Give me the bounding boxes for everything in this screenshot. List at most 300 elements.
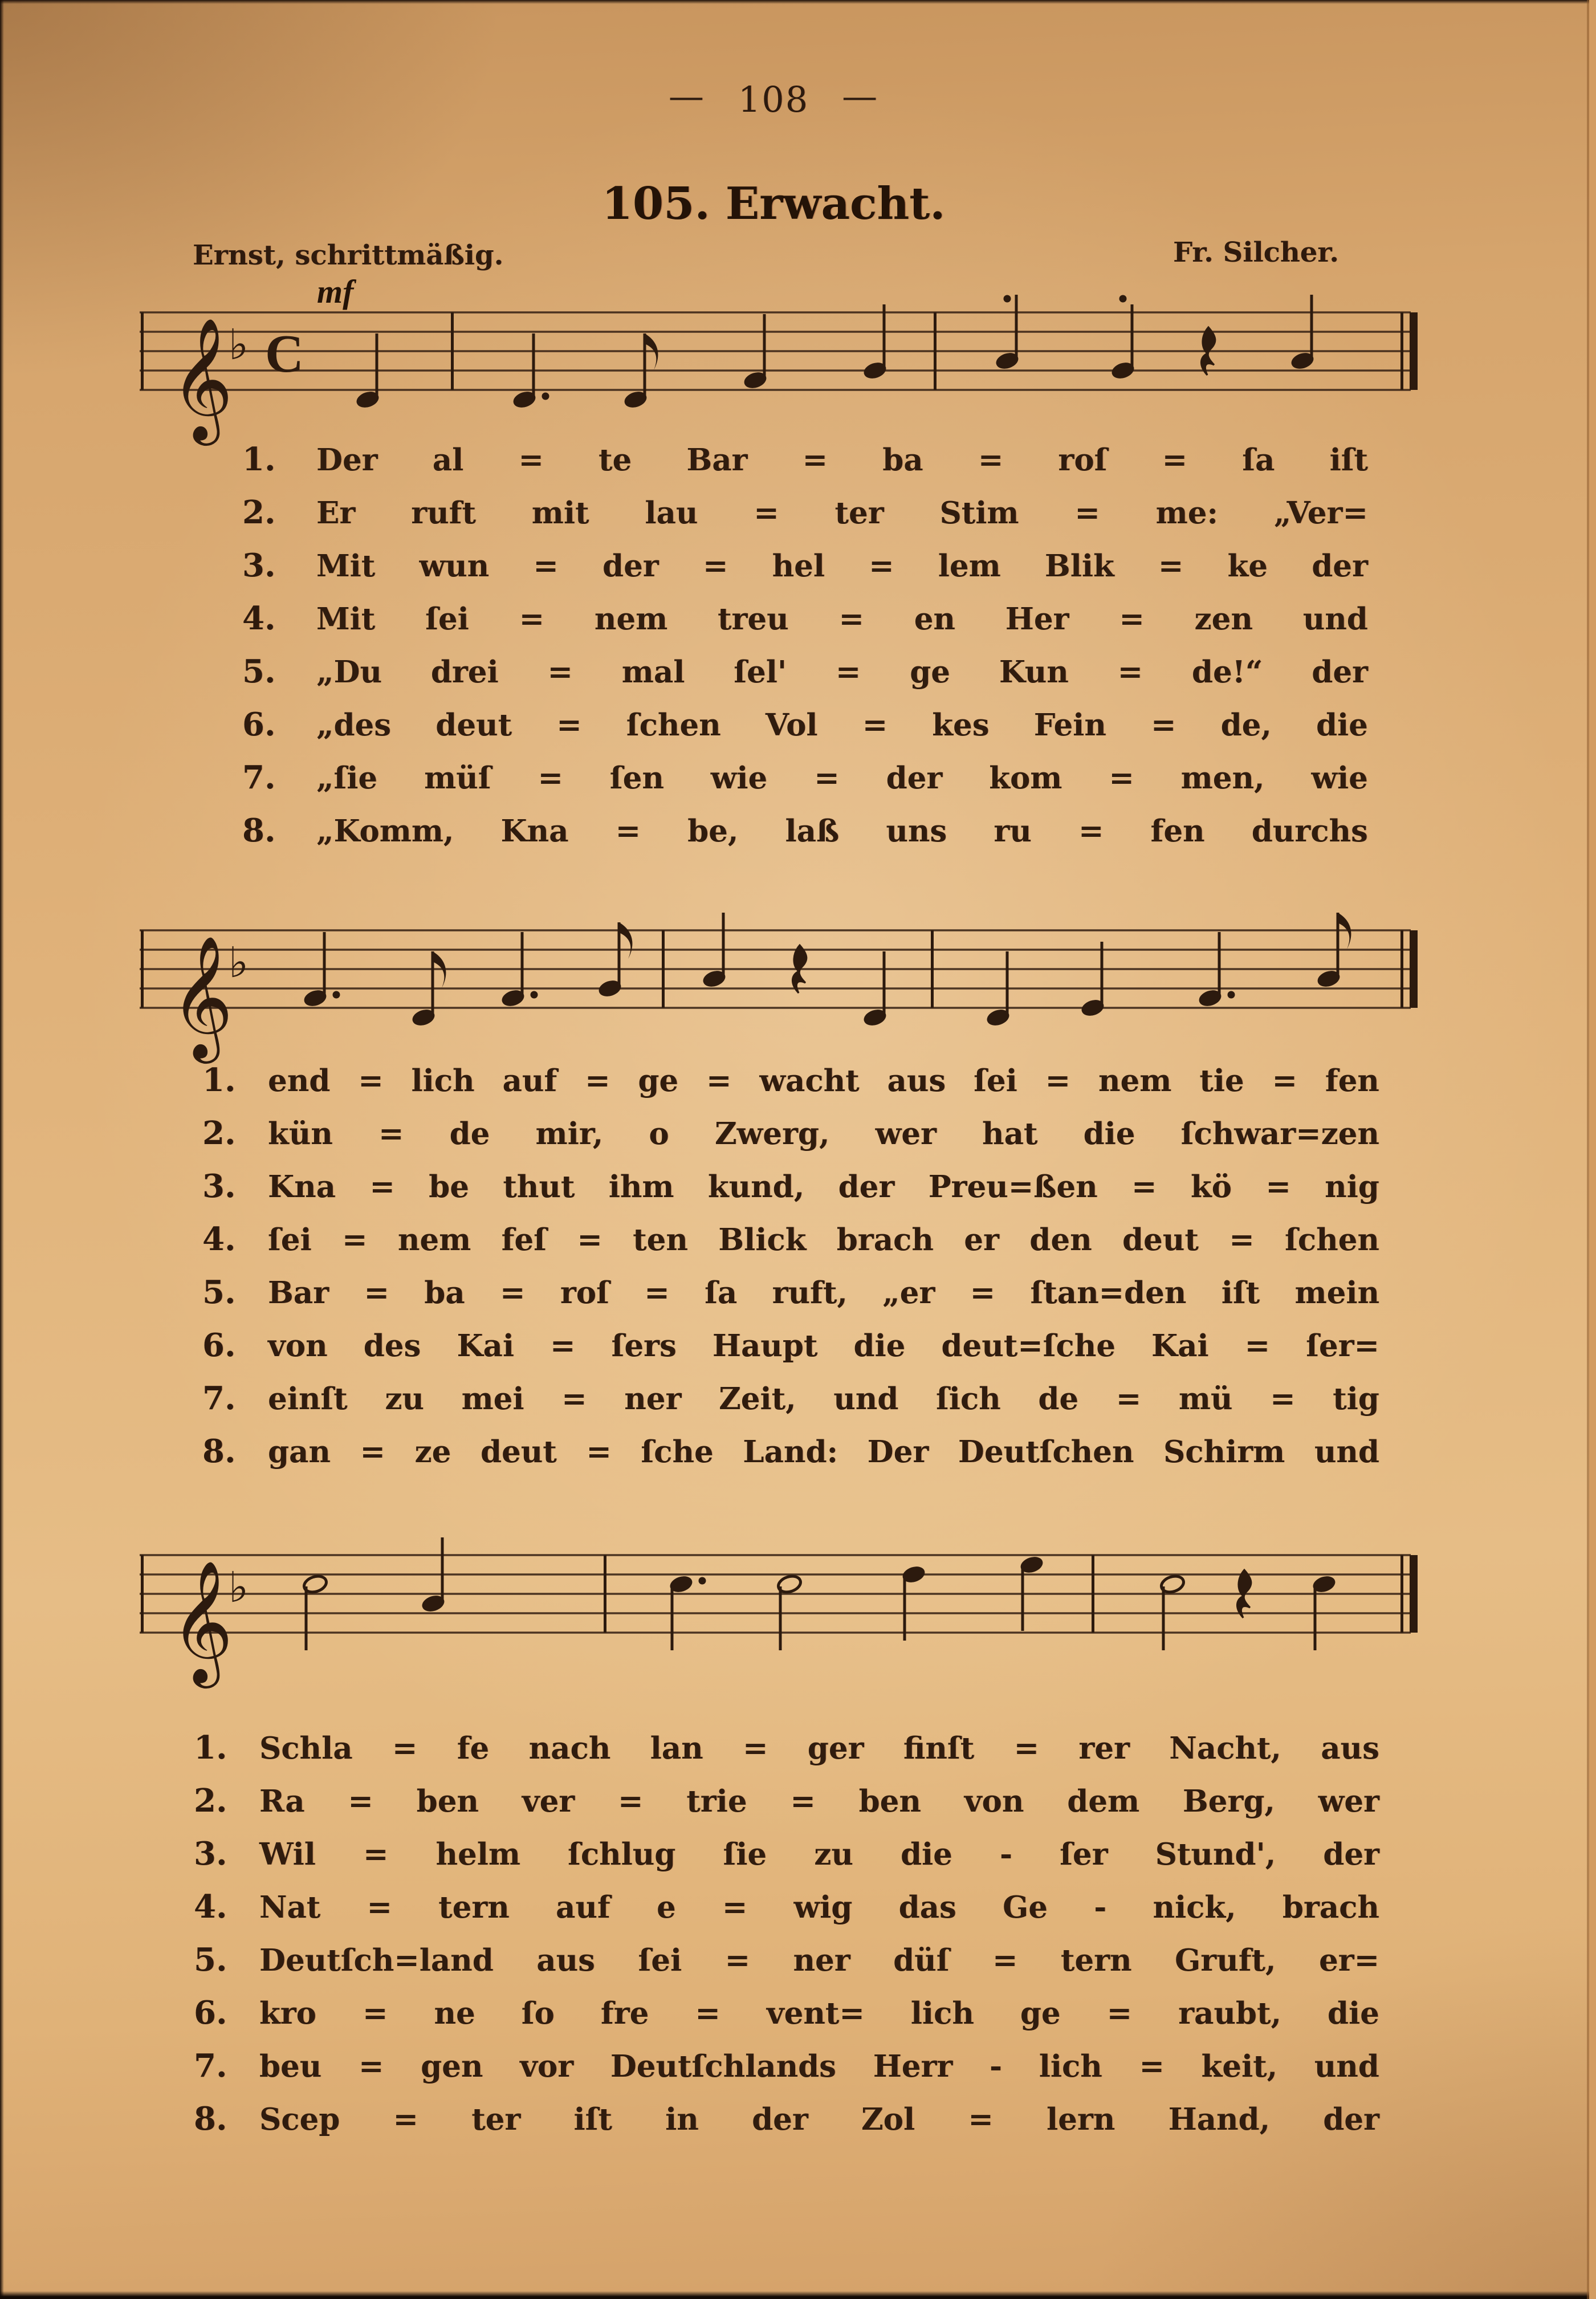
verse-line — [202, 1319, 1379, 1372]
syllable: „Du — [316, 654, 382, 690]
barline — [662, 930, 665, 1008]
syllable: der — [752, 2102, 808, 2137]
syllable: durchs — [1251, 813, 1368, 849]
syllable: von — [268, 1328, 328, 1364]
syllable: = — [1078, 813, 1104, 849]
verse-number: 7. — [202, 1380, 236, 1417]
syllable: = — [618, 1784, 644, 1819]
verse-text — [268, 1161, 1379, 1214]
syllable: Stim — [939, 495, 1019, 531]
syllable: aus — [536, 1943, 595, 1978]
syllable: ge — [638, 1063, 679, 1098]
syllable: dem — [1067, 1784, 1140, 1819]
syllable: des — [363, 1328, 421, 1364]
syllable: wacht — [759, 1063, 860, 1098]
syllable: = — [615, 813, 641, 849]
syllable: Herr — [873, 2049, 953, 2084]
verse-text — [259, 1881, 1379, 1934]
syllable: lem — [938, 548, 1001, 584]
syllable: = — [547, 654, 573, 690]
syllable: lan — [650, 1731, 703, 1766]
syllable: lich — [411, 1063, 475, 1098]
syllable: ben — [416, 1784, 479, 1819]
page-number-row — [0, 75, 1547, 120]
syllable: ruft, — [772, 1275, 848, 1311]
syllable: der — [838, 1169, 895, 1205]
verse-line — [242, 486, 1368, 539]
syllable: - — [1094, 1890, 1107, 1925]
syllable: lich — [1039, 2049, 1102, 2084]
syllable: = — [1151, 707, 1176, 743]
syllable: thut — [503, 1169, 575, 1205]
syllable: Deutſch=land — [259, 1943, 494, 1978]
final-barline — [1410, 1555, 1418, 1633]
syllable: end — [268, 1063, 331, 1098]
syllable: lich — [910, 1996, 974, 2031]
verse-number: 2. — [194, 1782, 227, 1820]
verse-line — [202, 1266, 1379, 1319]
syllable: = — [550, 1328, 576, 1364]
barline — [1092, 1555, 1094, 1633]
verse-line — [242, 751, 1368, 804]
syllable: kund, — [707, 1169, 805, 1205]
syllable: ba — [424, 1275, 465, 1311]
syllable: = — [586, 1434, 612, 1470]
syllable: = — [702, 548, 728, 584]
syllable: mei — [461, 1381, 524, 1417]
verse-number: 8. — [194, 2100, 227, 2138]
verse-text — [268, 1267, 1379, 1320]
barline — [141, 1555, 144, 1633]
syllable: treu — [717, 601, 789, 637]
syllable: = — [743, 1731, 768, 1766]
syllable: ruft — [411, 495, 476, 531]
augmentation-dot — [333, 991, 340, 999]
verse-text — [316, 540, 1368, 593]
syllable: nig — [1325, 1169, 1379, 1205]
music-staff-3 — [128, 1470, 1422, 1732]
syllable: o — [649, 1116, 669, 1151]
verse-number: 7. — [194, 2047, 227, 2085]
syllable: und — [1302, 601, 1368, 637]
syllable: fre — [600, 1996, 649, 2031]
barline — [141, 312, 144, 390]
syllable: drei — [430, 654, 499, 690]
syllable: = — [363, 1996, 388, 2031]
syllable: men, — [1180, 760, 1265, 796]
syllable: Deutſchlands — [610, 2049, 837, 2084]
syllable: Berg, — [1182, 1784, 1275, 1819]
syllable: kro — [259, 1996, 316, 2031]
syllable: = — [869, 548, 894, 584]
syllable: ter — [471, 2102, 521, 2137]
syllable: ſers — [611, 1328, 677, 1364]
syllable: Deutſchen — [958, 1434, 1134, 1470]
syllable: er= — [1318, 1943, 1379, 1978]
syllable: wie — [710, 760, 768, 796]
syllable: Vol — [765, 707, 818, 743]
syllable: ihm — [608, 1169, 674, 1205]
verse-text — [316, 699, 1368, 752]
syllable: = — [577, 1222, 602, 1258]
syllable: ner — [624, 1381, 682, 1417]
syllable: deut=ſche — [941, 1328, 1115, 1364]
syllable: = — [644, 1275, 670, 1311]
syllable: wie — [1311, 760, 1368, 796]
verse-number: 1. — [242, 441, 276, 478]
syllable: aus — [887, 1063, 946, 1098]
verse-line — [242, 645, 1368, 698]
syllable: gan — [268, 1434, 331, 1470]
syllable: Stund', — [1155, 1837, 1276, 1872]
syllable: de!“ — [1191, 654, 1263, 690]
verse-line — [202, 1372, 1379, 1425]
syllable: te — [598, 442, 632, 478]
syllable: = — [1272, 1063, 1297, 1098]
syllable: - — [990, 2049, 1003, 2084]
syllable: mein — [1294, 1275, 1379, 1311]
syllable: Blick — [718, 1222, 807, 1258]
syllable: ſich — [935, 1381, 1001, 1417]
syllable: der — [886, 760, 943, 796]
verse-number: 1. — [202, 1061, 236, 1099]
staccato-dot — [1119, 295, 1127, 303]
syllable: die — [1327, 1996, 1379, 2031]
syllable: ſie — [723, 1837, 767, 1872]
syllable: = — [724, 1943, 750, 1978]
syllable: = — [802, 442, 828, 478]
syllable: feſ — [501, 1222, 547, 1258]
syllable: = — [364, 1275, 389, 1311]
syllable: Fein — [1033, 707, 1106, 743]
treble-clef-icon: 𝄞 — [170, 934, 233, 1058]
syllable: Nat — [259, 1890, 321, 1925]
syllable: trie — [686, 1784, 747, 1819]
syllable: „er — [882, 1275, 935, 1311]
syllable: de — [449, 1116, 490, 1151]
syllable: Ra — [259, 1784, 305, 1819]
verse-text — [259, 1828, 1379, 1881]
syllable: = — [1131, 1169, 1157, 1205]
syllable: Kun — [999, 654, 1069, 690]
syllable: nick, — [1153, 1890, 1236, 1925]
syllable: rer — [1078, 1731, 1130, 1766]
syllable: ter — [834, 495, 884, 531]
syllable: fe — [457, 1731, 490, 1766]
syllable: Scep — [259, 2102, 340, 2137]
verse-text — [316, 752, 1368, 805]
page-edge-bottom — [0, 2291, 1596, 2299]
syllable: wun — [419, 548, 490, 584]
syllable: wig — [793, 1890, 853, 1925]
syllable: = — [1115, 1381, 1142, 1417]
syllable: tig — [1333, 1381, 1379, 1417]
syllable: und — [1314, 1434, 1379, 1470]
augmentation-dot — [699, 1577, 706, 1585]
syllable: = — [363, 1837, 389, 1872]
verse-line — [194, 1881, 1379, 1934]
syllable: ſei — [268, 1222, 312, 1258]
syllable: wer — [875, 1116, 937, 1151]
verse-text — [259, 1722, 1379, 1775]
syllable: vent= — [766, 1996, 865, 2031]
syllable: „ſie — [316, 760, 378, 796]
syllable: = — [556, 707, 582, 743]
song-title: 105. Erwacht. — [601, 178, 946, 230]
syllable: iſt — [573, 2102, 612, 2137]
syllable: gen — [421, 2049, 483, 2084]
syllable: = — [519, 601, 544, 637]
syllable: = — [978, 442, 1004, 478]
syllable: Er — [316, 495, 356, 531]
syllable: müſ — [424, 760, 491, 796]
syllable: helm — [435, 1837, 520, 1872]
verse-line — [194, 1775, 1379, 1828]
flat-sign-icon: ♭ — [229, 320, 249, 369]
syllable: ten — [633, 1222, 688, 1258]
syllable: Mit — [316, 601, 376, 637]
syllable: = — [393, 2102, 418, 2137]
syllable: ſtan=den — [1030, 1275, 1187, 1311]
syllable: = — [992, 1943, 1018, 1978]
syllable: = — [835, 654, 861, 690]
syllable: ſei — [974, 1063, 1017, 1098]
verse-text — [268, 1373, 1379, 1426]
syllable: be — [429, 1169, 469, 1205]
syllable: ge — [1020, 1996, 1061, 2031]
verse-text — [316, 487, 1368, 540]
syllable: = — [342, 1222, 368, 1258]
verse-block-3 — [194, 1722, 1379, 2146]
syllable: = — [367, 1890, 392, 1925]
syllable: und — [833, 1381, 899, 1417]
final-barline — [1410, 312, 1418, 390]
syllable: = — [561, 1381, 587, 1417]
syllable: ba — [882, 442, 923, 478]
final-barline — [1400, 930, 1403, 1008]
syllable: uns — [886, 813, 947, 849]
syllable: Bar — [686, 442, 748, 478]
syllable: roſ — [560, 1275, 609, 1311]
syllable: e — [656, 1890, 676, 1925]
syllable: = — [1229, 1222, 1255, 1258]
syllable: = — [1244, 1328, 1271, 1364]
page-number: 108 — [738, 79, 809, 120]
syllable: Zeit, — [719, 1381, 796, 1417]
syllable: Kai — [1151, 1328, 1209, 1364]
verse-text — [259, 1934, 1379, 1987]
syllable: me: — [1155, 495, 1218, 531]
verse-number: 2. — [202, 1114, 236, 1152]
syllable: aus — [1321, 1731, 1379, 1766]
syllable: = — [518, 442, 544, 478]
verse-number: 7. — [242, 759, 276, 796]
syllable: Blik — [1044, 548, 1114, 584]
syllable: finſt — [903, 1731, 975, 1766]
syllable: ſer — [1060, 1837, 1108, 1872]
treble-clef-icon: 𝄞 — [170, 316, 233, 440]
syllable: = — [1139, 2049, 1165, 2084]
verse-number: 1. — [194, 1729, 227, 1767]
verse-text — [316, 805, 1368, 858]
syllable: kö — [1190, 1169, 1232, 1205]
syllable: Der — [316, 442, 378, 478]
final-barline — [1400, 312, 1403, 390]
syllable: deut — [1122, 1222, 1199, 1258]
verse-text — [268, 1214, 1379, 1267]
syllable: = — [369, 1169, 395, 1205]
syllable: nem — [397, 1222, 471, 1258]
syllable: Haupt — [712, 1328, 818, 1364]
syllable: hel — [772, 548, 825, 584]
page-edge-left — [0, 0, 4, 2299]
verse-line — [194, 2040, 1379, 2093]
verse-text — [259, 1775, 1379, 1828]
syllable: be, — [687, 813, 739, 849]
syllable: ſa — [705, 1275, 738, 1311]
verse-text — [268, 1055, 1379, 1108]
verse-line — [242, 433, 1368, 486]
syllable: mir, — [535, 1116, 604, 1151]
syllable: ver — [522, 1784, 575, 1819]
verse-number: 3. — [194, 1835, 227, 1873]
verse-number: 5. — [194, 1941, 227, 1979]
syllable: keit, — [1201, 2049, 1278, 2084]
page-number-dash-left: — — [668, 75, 705, 117]
syllable: laß — [785, 813, 840, 849]
syllable: ſel' — [734, 654, 787, 690]
syllable: Schirm — [1163, 1434, 1285, 1470]
syllable: lau — [645, 495, 698, 531]
barline — [141, 930, 144, 1008]
syllable: von — [964, 1784, 1024, 1819]
syllable: zu — [385, 1381, 424, 1417]
syllable: Preu=ßen — [928, 1169, 1098, 1205]
treble-clef-icon: 𝄞 — [170, 1559, 233, 1683]
syllable: = — [862, 707, 888, 743]
verse-number: 2. — [242, 494, 276, 531]
syllable: in — [665, 2102, 699, 2137]
syllable: al — [432, 442, 464, 478]
barline — [451, 312, 454, 390]
syllable: Bar — [268, 1275, 329, 1311]
syllable: der — [1312, 654, 1368, 690]
syllable: hat — [982, 1116, 1038, 1151]
syllable: Nacht, — [1169, 1731, 1281, 1766]
verse-line — [242, 698, 1368, 751]
syllable: fen — [1150, 813, 1205, 849]
syllable: = — [722, 1890, 748, 1925]
syllable: ſo — [521, 1996, 555, 2031]
syllable: nem — [1098, 1063, 1172, 1098]
syllable: ger — [807, 1731, 864, 1766]
verse-text — [259, 2040, 1379, 2093]
final-barline — [1400, 1555, 1403, 1633]
syllable: düſ — [893, 1943, 950, 1978]
syllable: = — [814, 760, 840, 796]
syllable: ſa — [1242, 442, 1275, 478]
syllable: = — [754, 495, 779, 531]
syllable: ſchen — [1285, 1222, 1379, 1258]
verse-text — [268, 1108, 1379, 1161]
syllable: die — [900, 1837, 952, 1872]
syllable: = — [1045, 1063, 1071, 1098]
syllable: vor — [520, 2049, 574, 2084]
verse-text — [268, 1320, 1379, 1373]
syllable: ru — [994, 813, 1032, 849]
syllable: ge — [910, 654, 950, 690]
syllable: der — [1312, 548, 1368, 584]
syllable: kes — [932, 707, 990, 743]
syllable: = — [1106, 1996, 1133, 2031]
syllable: = — [970, 1275, 996, 1311]
verse-text — [316, 434, 1368, 487]
syllable: mü — [1178, 1381, 1233, 1417]
syllable: Kai — [457, 1328, 514, 1364]
verse-number: 6. — [242, 706, 276, 743]
syllable: ſche — [641, 1434, 714, 1470]
flat-sign-icon: ♭ — [229, 1563, 249, 1612]
verse-line — [202, 1054, 1379, 1107]
verse-line — [194, 2093, 1379, 2146]
syllable: = — [533, 548, 559, 584]
verse-number: 8. — [202, 1433, 236, 1470]
syllable: tern — [438, 1890, 510, 1925]
syllable: ſen — [609, 760, 664, 796]
syllable: = — [695, 1996, 720, 2031]
syllable: den — [1029, 1222, 1092, 1258]
verse-line — [194, 1987, 1379, 2040]
verse-block-2 — [202, 1054, 1379, 1478]
syllable: beu — [259, 2049, 322, 2084]
syllable: Der — [867, 1434, 929, 1470]
syllable: = — [838, 601, 864, 637]
syllable: - — [999, 1837, 1012, 1872]
syllable: nach — [528, 1731, 611, 1766]
syllable: = — [968, 2102, 994, 2137]
syllable: mit — [531, 495, 589, 531]
common-time-icon: C — [265, 324, 304, 384]
syllable: = — [585, 1063, 610, 1098]
barline — [604, 1555, 606, 1633]
syllable: = — [706, 1063, 732, 1098]
verse-line — [202, 1107, 1379, 1160]
syllable: iſt — [1221, 1275, 1260, 1311]
syllable: „Komm, — [316, 813, 454, 849]
verse-line — [202, 1425, 1379, 1478]
syllable: brach — [1282, 1890, 1379, 1925]
barline — [934, 312, 937, 390]
page-number-dash-right: — — [842, 75, 879, 117]
syllable: „des — [316, 707, 392, 743]
flat-sign-icon: ♭ — [229, 938, 249, 987]
syllable: roſ — [1058, 442, 1108, 478]
verse-number: 3. — [242, 547, 276, 584]
augmentation-dot — [1228, 991, 1235, 999]
syllable: Kna — [268, 1169, 336, 1205]
staccato-dot — [1004, 295, 1011, 303]
syllable: Zwerg, — [714, 1116, 830, 1151]
barline — [931, 930, 934, 1008]
syllable: ben — [858, 1784, 921, 1819]
syllable: deut — [480, 1434, 557, 1470]
syllable: die — [1316, 707, 1368, 743]
syllable: = — [1270, 1381, 1296, 1417]
syllable: fen — [1325, 1063, 1379, 1098]
syllable: ne — [434, 1996, 475, 2031]
verse-line — [194, 1722, 1379, 1775]
syllable: Land: — [743, 1434, 838, 1470]
